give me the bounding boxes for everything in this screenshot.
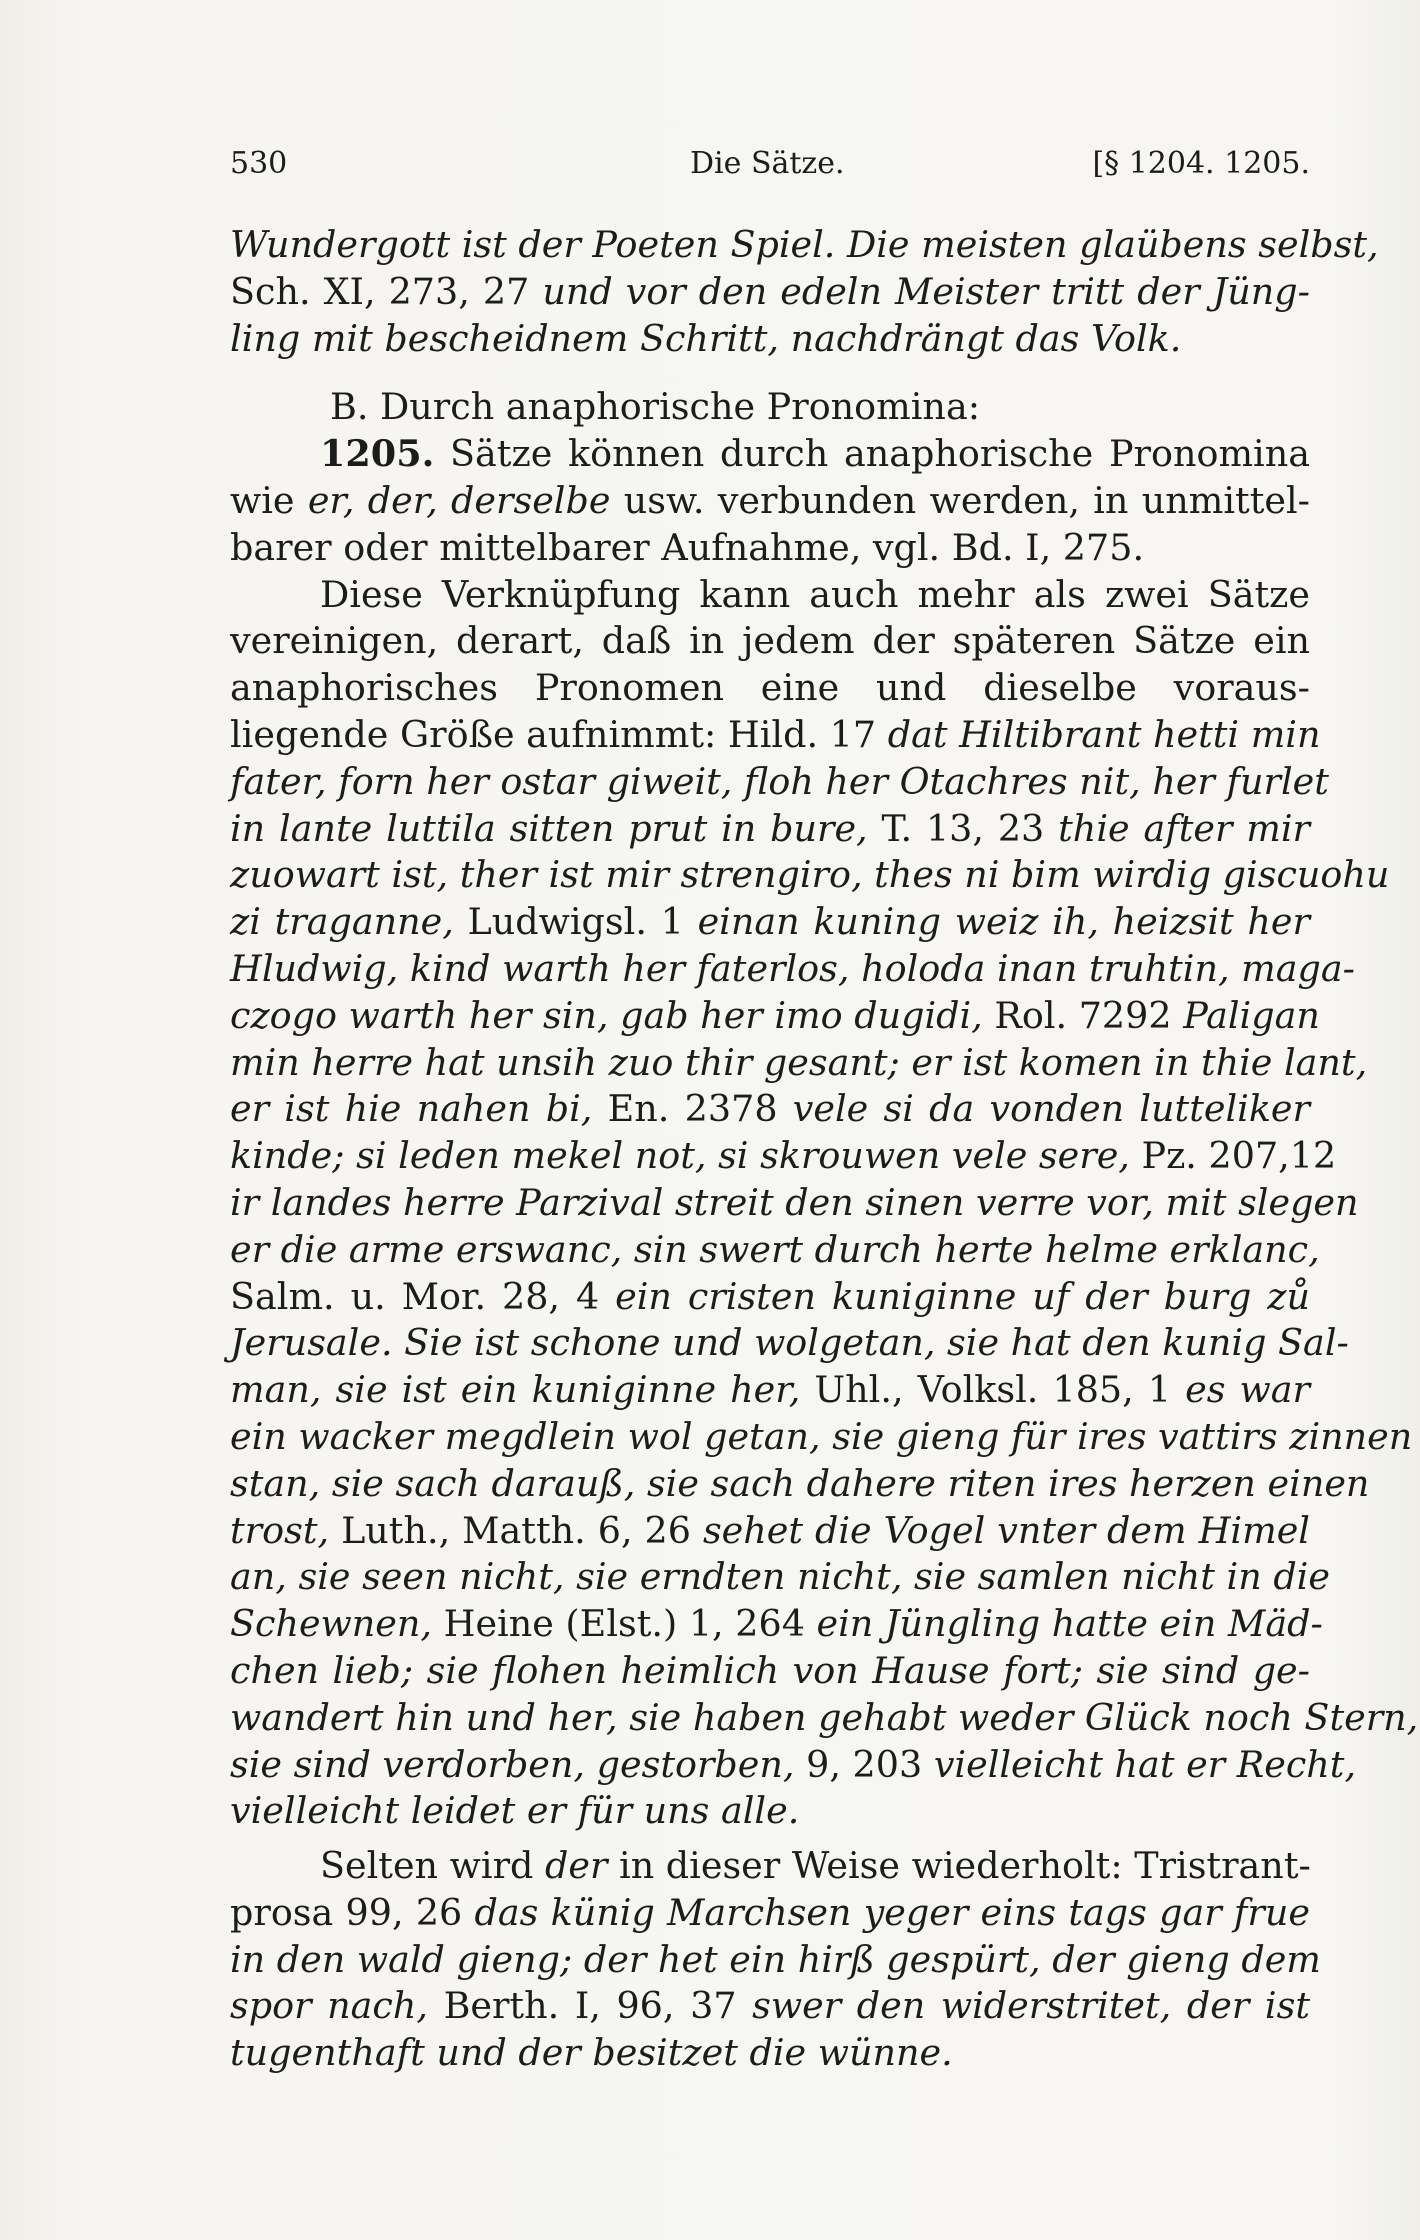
quoted-text: einan kuning weiz ih, heizsit her (697, 900, 1310, 944)
text-line (230, 1508, 1310, 1555)
quoted-text: sie sind verdorben, gestorben, (230, 1742, 795, 1786)
quoted-text: dat Hiltibrant hetti min (887, 712, 1321, 756)
quoted-text: tugenthaft und der besitzet die wünne. (230, 2031, 953, 2075)
quoted-text: zi traganne, (230, 900, 454, 944)
text-run: En. 2378 (592, 1087, 793, 1131)
text-run: usw. verbunden werden, in unmittel- (610, 478, 1310, 522)
text-line (230, 665, 1310, 712)
text-line (230, 806, 1310, 853)
quoted-text: zuowart ist, ther ist mir strengiro, thes ni bim wirdig giscuohu (230, 853, 1390, 897)
text-line (230, 1086, 1310, 1133)
quoted-text: Jerusale. Sie ist schone und wolgetan, sie hat den kunig Sal- (230, 1321, 1349, 1365)
text-run: Luth., Matth. 6, 26 (329, 1508, 703, 1552)
text-run: vereinigen, derart, daß in jedem der späteren Sätze ein (230, 619, 1310, 663)
text-line (230, 1890, 1310, 1937)
quoted-text: min herre hat unsih zuo thir gesant; er ist komen in thie lant, (230, 1040, 1368, 1084)
text-line (230, 1742, 1357, 1789)
quoted-text: fater, forn her ostar giweit, floh her Otachres nit, her furlet (230, 759, 1329, 803)
text-line (230, 1554, 1330, 1601)
quoted-text: ein wacker megdlein wol getan, sie gieng für ires vattirs zinnen (230, 1414, 1413, 1458)
running-title: Die Sätze. (690, 146, 845, 181)
quoted-text: ir landes herre Parzival streit den sinen verre vor, mit slegen (230, 1180, 1359, 1224)
quoted-text: Wundergott ist der Poeten Spiel. Die meisten glaübens selbst, (230, 223, 1379, 266)
quoted-text: vielleicht hat er Recht, (933, 1742, 1357, 1786)
text-line (230, 1937, 1321, 1984)
quoted-text: kinde; si leden mekel not, si skrouwen vele sere, (230, 1134, 1130, 1178)
quoted-text: er die arme erswanc, sin swert durch herte helme erklanc, (230, 1227, 1320, 1271)
quoted-text: wandert hin und her, sie haben gehabt weder Glück noch Stern, (230, 1695, 1419, 1739)
text-line (230, 1040, 1368, 1087)
text-run: Salm. u. Mor. 28, 4 (230, 1274, 616, 1318)
quoted-text: ling mit bescheidnem Schritt, nachdrängt das Volk. (230, 316, 1182, 360)
running-header (230, 146, 1310, 190)
text-line (230, 1648, 1310, 1695)
quoted-text: der (545, 1844, 608, 1888)
text-run: 9, 203 (794, 1742, 934, 1786)
quoted-text: an, sie seen nicht, sie erndten nicht, sie samlen nicht in die (230, 1555, 1330, 1599)
text-run: barer oder mittelbarer Aufnahme, vgl. Bd. I, 275. (230, 525, 1145, 569)
section-reference: [§ 1204. 1205. (1092, 146, 1310, 181)
quoted-text: und vor den edeln Meister tritt der Jüng- (542, 269, 1310, 313)
quoted-text: spor nach, (230, 1984, 428, 2028)
text-line (230, 1983, 1310, 2030)
text-line (230, 572, 1310, 619)
quoted-text: Paligan (1183, 993, 1320, 1037)
text-run: Uhl., Volksl. 185, 1 (800, 1368, 1186, 1412)
quoted-text: er, der, derselbe (307, 478, 611, 522)
text-run: Selten wird (320, 1844, 545, 1888)
text-line (230, 384, 1310, 431)
text-line (230, 712, 1321, 759)
quoted-text: sehet die Vogel vnter dem Himel (702, 1508, 1310, 1552)
paragraph-gap (230, 362, 1310, 384)
text-run: Diese Verknüpfung kann auch mehr als zwei Sätze (320, 572, 1310, 616)
text-line (230, 478, 1310, 525)
text-run: Heine (Elst.) 1, 264 (432, 1602, 817, 1646)
paragraph-gap (230, 1835, 1310, 1843)
quoted-text: czogo warth her sin, gab her imo dugidi, (230, 993, 983, 1037)
text-run: Pz. 207,12 (1129, 1134, 1337, 1178)
text-line (230, 269, 1310, 316)
body-text (230, 222, 1419, 2077)
text-run: Ludwigsl. 1 (453, 900, 698, 944)
quoted-text: das künig Marchsen yeger eins tags gar frue (474, 1890, 1310, 1934)
quoted-text: in lante luttila sitten prut in bure, (230, 806, 868, 850)
text-line (230, 993, 1320, 1040)
quoted-text: er ist hie nahen bi, (230, 1087, 593, 1131)
quoted-text: ein Jüngling hatte ein Mäd- (816, 1602, 1323, 1646)
quoted-text: Hludwig, kind warth her faterlos, holoda inan truhtin, maga- (230, 946, 1356, 990)
text-line (230, 759, 1329, 806)
text-line (230, 1320, 1349, 1367)
section-number: 1205. (320, 432, 435, 476)
text-run: Sch. XI, 273, 27 (230, 269, 543, 313)
text-line (230, 1788, 1310, 1835)
quoted-text: thie after mir (1058, 806, 1311, 850)
quoted-text: es war (1185, 1368, 1310, 1412)
quoted-text: man, sie ist ein kuniginne her, (230, 1368, 801, 1412)
text-run: Sätze können durch anaphorische Pronomina (434, 432, 1310, 476)
text-run: T. 13, 23 (867, 806, 1059, 850)
text-line (230, 1367, 1310, 1414)
text-run: liegende Größe aufnimmt: Hild. 17 (230, 712, 888, 756)
quoted-text: trost, (230, 1508, 330, 1552)
text-line (230, 1133, 1337, 1180)
text-line (230, 618, 1310, 665)
text-line (230, 1227, 1320, 1274)
quoted-text: stan, sie sach darauß, sie sach dahere riten ires herzen einen (230, 1461, 1370, 1505)
quoted-text: ein cristen kuniginne uf der burg zů (615, 1274, 1310, 1318)
text-line (230, 1695, 1419, 1742)
text-line (230, 222, 1379, 269)
text-line (230, 1843, 1310, 1890)
quoted-text: swer den widerstritet, der ist (752, 1984, 1310, 2028)
text-line (230, 1274, 1310, 1321)
quoted-text: Schewnen, (230, 1602, 433, 1646)
page-number: 530 (230, 146, 288, 181)
text-run: wie (230, 478, 308, 522)
quoted-text: chen lieb; sie flohen heimlich von Hause fort; sie sind ge- (230, 1648, 1310, 1692)
text-run: B. Durch anaphorische Pronomina: (330, 385, 980, 429)
text-line (230, 1601, 1323, 1648)
text-run: prosa 99, 26 (230, 1890, 475, 1934)
text-run: Rol. 7292 (982, 993, 1184, 1037)
text-line (230, 2030, 1310, 2077)
text-line (230, 852, 1390, 899)
quoted-text: vele si da vonden lutteliker (792, 1087, 1310, 1131)
text-line (230, 946, 1356, 993)
text-run: in dieser Weise wiederholt: Tristrant- (607, 1844, 1311, 1888)
text-line (230, 1414, 1413, 1461)
text-line (230, 431, 1310, 478)
text-line (230, 1461, 1370, 1508)
text-line (230, 1180, 1359, 1227)
text-run: anaphorisches Pronomen eine und dieselbe voraus- (230, 666, 1310, 710)
quoted-text: in den wald gieng; der het ein hirß gespürt, der gieng dem (230, 1937, 1321, 1981)
text-line (230, 316, 1310, 363)
text-line (230, 525, 1310, 572)
text-line (230, 899, 1310, 946)
text-run: Berth. I, 96, 37 (427, 1984, 753, 2028)
quoted-text: vielleicht leidet er für uns alle. (230, 1789, 800, 1833)
